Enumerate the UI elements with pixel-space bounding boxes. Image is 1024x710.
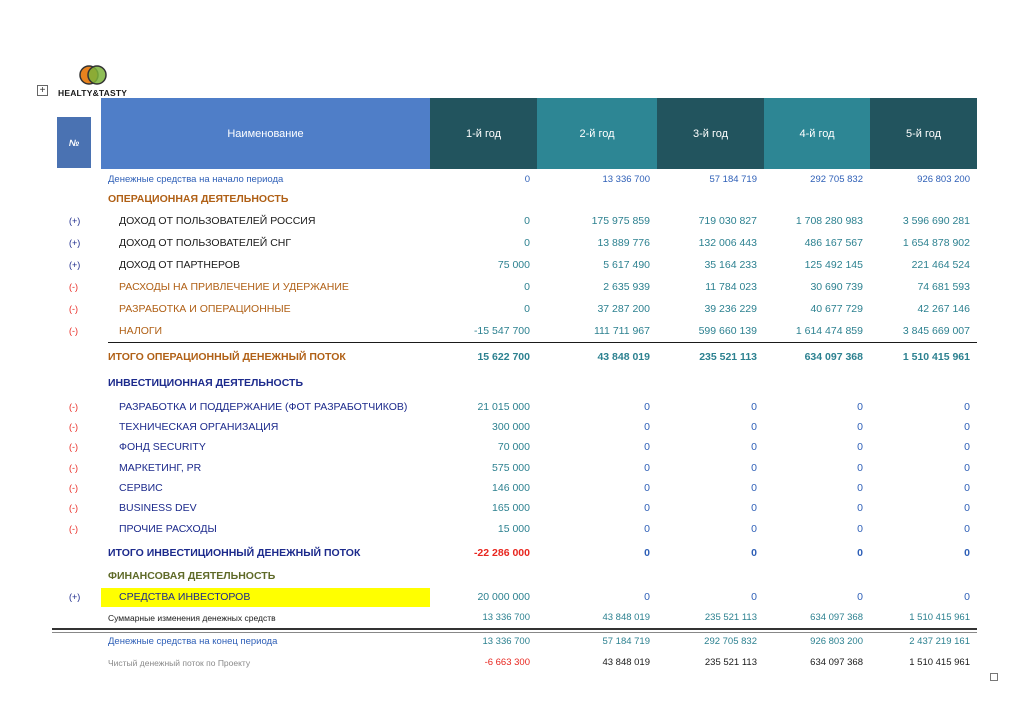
row-label: РАЗРАБОТКА И ОПЕРАЦИОННЫЕ	[119, 303, 291, 315]
value-year-2: 0	[644, 502, 650, 514]
double-divider-line	[52, 628, 977, 630]
value-year-4: 0	[857, 502, 863, 514]
row-operating-3	[0, 257, 1024, 273]
value-year-4: 0	[857, 482, 863, 494]
value-year-2: 0	[644, 401, 650, 413]
row-operating-4	[0, 279, 1024, 295]
value-year-4: 486 167 567	[804, 237, 863, 249]
value-year-2: 57 184 719	[602, 636, 650, 647]
value-year-2: 0	[644, 547, 650, 559]
row-label: Чистый денежный поток по Проекту	[108, 658, 251, 668]
value-year-3: 0	[751, 401, 757, 413]
row-label: ДОХОД ОТ ПОЛЬЗОВАТЕЛЕЙ РОССИЯ	[119, 215, 316, 227]
row-investing-4	[0, 460, 1024, 476]
row-operating-1	[0, 213, 1024, 229]
row-financing-1	[0, 589, 1024, 605]
value-year-5: 1 510 415 961	[909, 612, 970, 623]
value-year-2: 13 889 776	[597, 237, 650, 249]
row-investing-7	[0, 521, 1024, 537]
value-year-3: 0	[751, 462, 757, 474]
sign: (-)	[69, 422, 78, 432]
value-year-1: 146 000	[492, 482, 530, 494]
value-year-4: 634 097 368	[804, 351, 863, 363]
table-move-handle-icon[interactable]: +	[37, 85, 48, 96]
sign: (-)	[69, 326, 78, 336]
value-year-4: 0	[857, 591, 863, 603]
value-year-3: 0	[751, 482, 757, 494]
value-year-1: 0	[524, 303, 530, 315]
value-year-1: 20 000 000	[477, 591, 530, 603]
sign: (-)	[69, 463, 78, 473]
value-year-1: 75 000	[497, 259, 530, 271]
value-year-4: 0	[857, 523, 863, 535]
value-year-3: 11 784 023	[705, 281, 757, 293]
row-label: ИТОГО ИНВЕСТИЦИОННЫЙ ДЕНЕЖНЫЙ ПОТОК	[108, 547, 361, 559]
value-year-4: 292 705 832	[810, 174, 863, 185]
row-label: НАЛОГИ	[119, 325, 163, 337]
value-year-3: 235 521 113	[704, 612, 757, 623]
value-year-1: 15 000	[497, 523, 530, 535]
row-sum-change	[0, 610, 1024, 626]
row-operating-total	[0, 349, 1024, 365]
row-net-cash-flow	[0, 655, 1024, 671]
value-year-2: 0	[644, 441, 650, 453]
value-year-3: 0	[751, 502, 757, 514]
value-year-5: 926 803 200	[917, 174, 970, 185]
value-year-2: 0	[644, 523, 650, 535]
value-year-3: 132 006 443	[698, 237, 757, 249]
section-financing-title	[0, 568, 1024, 584]
value-year-2: 43 848 019	[602, 657, 650, 668]
value-year-3: 0	[751, 523, 757, 535]
row-label: ДОХОД ОТ ПОЛЬЗОВАТЕЛЕЙ СНГ	[119, 237, 292, 249]
header-number: №	[57, 117, 91, 168]
row-label: ФОНД SECURITY	[119, 441, 206, 453]
value-year-2: 111 711 967	[593, 325, 650, 337]
value-year-3: 57 184 719	[709, 174, 757, 185]
value-year-5: 0	[964, 482, 970, 494]
row-label: ТЕХНИЧЕСКАЯ ОРГАНИЗАЦИЯ	[119, 421, 279, 433]
row-operating-2	[0, 235, 1024, 251]
value-year-2: 0	[644, 462, 650, 474]
row-investing-1	[0, 399, 1024, 415]
value-year-4: 0	[857, 462, 863, 474]
row-label: BUSINESS DEV	[119, 502, 197, 514]
value-year-1: 0	[524, 281, 530, 293]
section-title: ФИНАНСОВАЯ ДЕЯТЕЛЬНОСТЬ	[108, 570, 276, 582]
value-year-5: 74 681 593	[917, 281, 970, 293]
row-cash-end	[0, 634, 1024, 650]
section-operating-title	[0, 191, 1024, 207]
value-year-4: 0	[857, 401, 863, 413]
row-investing-5	[0, 480, 1024, 496]
value-year-3: 0	[751, 421, 757, 433]
value-year-3: 719 030 827	[698, 215, 757, 227]
sign: (-)	[69, 524, 78, 534]
value-year-5: 42 267 146	[917, 303, 970, 315]
value-year-5: 0	[964, 441, 970, 453]
row-label: Денежные средства на конец периода	[108, 636, 278, 647]
sign: (+)	[69, 260, 81, 270]
value-year-4: 1 708 280 983	[795, 215, 863, 227]
value-year-1: 0	[524, 237, 530, 249]
value-year-4: 0	[857, 441, 863, 453]
value-year-3: 235 521 113	[699, 351, 757, 363]
row-label: РАЗРАБОТКА И ПОДДЕРЖАНИЕ (ФОТ РАЗРАБОТЧИКОВ)	[119, 401, 408, 413]
value-year-1: 0	[524, 215, 530, 227]
value-year-2: 0	[644, 482, 650, 494]
value-year-5: 2 437 219 161	[909, 636, 970, 647]
value-year-1: -6 663 300	[484, 657, 530, 668]
sign: (+)	[69, 238, 81, 248]
header-year-3: 3-й год	[657, 98, 764, 169]
divider-line	[108, 342, 977, 343]
row-investing-6	[0, 500, 1024, 516]
value-year-2: 175 975 859	[591, 215, 650, 227]
value-year-5: 1 654 878 902	[902, 237, 970, 249]
section-title: ИНВЕСТИЦИОННАЯ ДЕЯТЕЛЬНОСТЬ	[108, 377, 303, 389]
value-year-3: 292 705 832	[704, 636, 757, 647]
row-operating-5	[0, 301, 1024, 317]
row-label: ИТОГО ОПЕРАЦИОННЫЙ ДЕНЕЖНЫЙ ПОТОК	[108, 351, 346, 363]
value-year-1: 13 336 700	[482, 636, 530, 647]
value-year-5: 3 845 669 007	[902, 325, 970, 337]
double-divider-line-2	[52, 632, 977, 633]
header-year-1: 1-й год	[430, 98, 537, 169]
company-logo	[58, 64, 148, 100]
value-year-3: 39 236 229	[704, 303, 757, 315]
value-year-1: 70 000	[497, 441, 530, 453]
value-year-5: 1 510 415 961	[902, 351, 970, 363]
sign: (-)	[69, 483, 78, 493]
row-label: СЕРВИС	[119, 482, 163, 494]
value-year-2: 0	[644, 421, 650, 433]
row-label: ПРОЧИЕ РАСХОДЫ	[119, 523, 217, 535]
sign: (-)	[69, 442, 78, 452]
value-year-5: 0	[964, 547, 970, 559]
value-year-4: 926 803 200	[810, 636, 863, 647]
value-year-4: 40 677 729	[810, 303, 863, 315]
value-year-3: 235 521 113	[704, 657, 757, 668]
row-investing-3	[0, 439, 1024, 455]
value-year-1: -22 286 000	[473, 547, 530, 559]
sign: (+)	[69, 592, 81, 602]
value-year-5: 0	[964, 502, 970, 514]
value-year-3: 35 164 233	[704, 259, 757, 271]
value-year-4: 0	[857, 421, 863, 433]
value-year-3: 0	[751, 441, 757, 453]
logo-text: HEALTY&TASTY	[58, 88, 128, 98]
value-year-1: 300 000	[492, 421, 530, 433]
value-year-4: 634 097 368	[810, 612, 863, 623]
value-year-2: 13 336 700	[602, 174, 650, 185]
row-label: Денежные средства на начало периода	[108, 174, 284, 185]
value-year-1: 21 015 000	[477, 401, 530, 413]
header-year-5: 5-й год	[870, 98, 977, 169]
value-year-4: 30 690 739	[810, 281, 863, 293]
row-label: МАРКЕТИНГ, PR	[119, 462, 202, 474]
value-year-5: 0	[964, 523, 970, 535]
value-year-3: 599 660 139	[698, 325, 757, 337]
value-year-3: 0	[751, 547, 757, 559]
value-year-5: 0	[964, 462, 970, 474]
value-year-2: 5 617 490	[603, 259, 650, 271]
sign: (-)	[69, 282, 78, 292]
sign: (+)	[69, 216, 81, 226]
row-operating-6	[0, 323, 1024, 339]
value-year-1: 0	[524, 174, 530, 185]
value-year-2: 43 848 019	[597, 351, 650, 363]
row-label: СРЕДСТВА ИНВЕСТОРОВ	[119, 591, 251, 603]
value-year-2: 43 848 019	[602, 612, 650, 623]
section-investing-title	[0, 375, 1024, 391]
header-year-2: 2-й год	[537, 98, 657, 169]
sign: (-)	[69, 402, 78, 412]
value-year-2: 2 635 939	[603, 281, 650, 293]
value-year-1: 575 000	[492, 462, 530, 474]
value-year-2: 0	[644, 591, 650, 603]
value-year-4: 634 097 368	[810, 657, 863, 668]
value-year-4: 125 492 145	[804, 259, 863, 271]
value-year-5: 0	[964, 401, 970, 413]
value-year-5: 221 464 524	[911, 259, 970, 271]
value-year-5: 3 596 690 281	[902, 215, 970, 227]
value-year-4: 1 614 474 859	[795, 325, 863, 337]
row-label: ДОХОД ОТ ПАРТНЕРОВ	[119, 259, 240, 271]
value-year-5: 0	[964, 591, 970, 603]
value-year-3: 0	[751, 591, 757, 603]
header-name: Наименование	[101, 98, 430, 169]
header-year-4: 4-й год	[764, 98, 870, 169]
section-title: ОПЕРАЦИОННАЯ ДЕЯТЕЛЬНОСТЬ	[108, 193, 289, 205]
value-year-1: 15 622 700	[477, 351, 530, 363]
value-year-2: 37 287 200	[597, 303, 650, 315]
sign: (-)	[69, 304, 78, 314]
row-investing-2	[0, 419, 1024, 435]
value-year-5: 0	[964, 421, 970, 433]
value-year-1: 13 336 700	[482, 612, 530, 623]
row-label: РАСХОДЫ НА ПРИВЛЕЧЕНИЕ И УДЕРЖАНИЕ	[119, 281, 349, 293]
value-year-1: -15 547 700	[473, 325, 530, 337]
row-investing-total	[0, 545, 1024, 561]
table-resize-handle[interactable]	[990, 673, 998, 681]
sign: (-)	[69, 503, 78, 513]
value-year-1: 165 000	[492, 502, 530, 514]
row-cash-start	[0, 172, 1024, 188]
logo-icon	[78, 64, 108, 86]
value-year-4: 0	[857, 547, 863, 559]
value-year-5: 1 510 415 961	[909, 657, 970, 668]
row-label: Суммарные изменения денежных средств	[108, 613, 276, 623]
